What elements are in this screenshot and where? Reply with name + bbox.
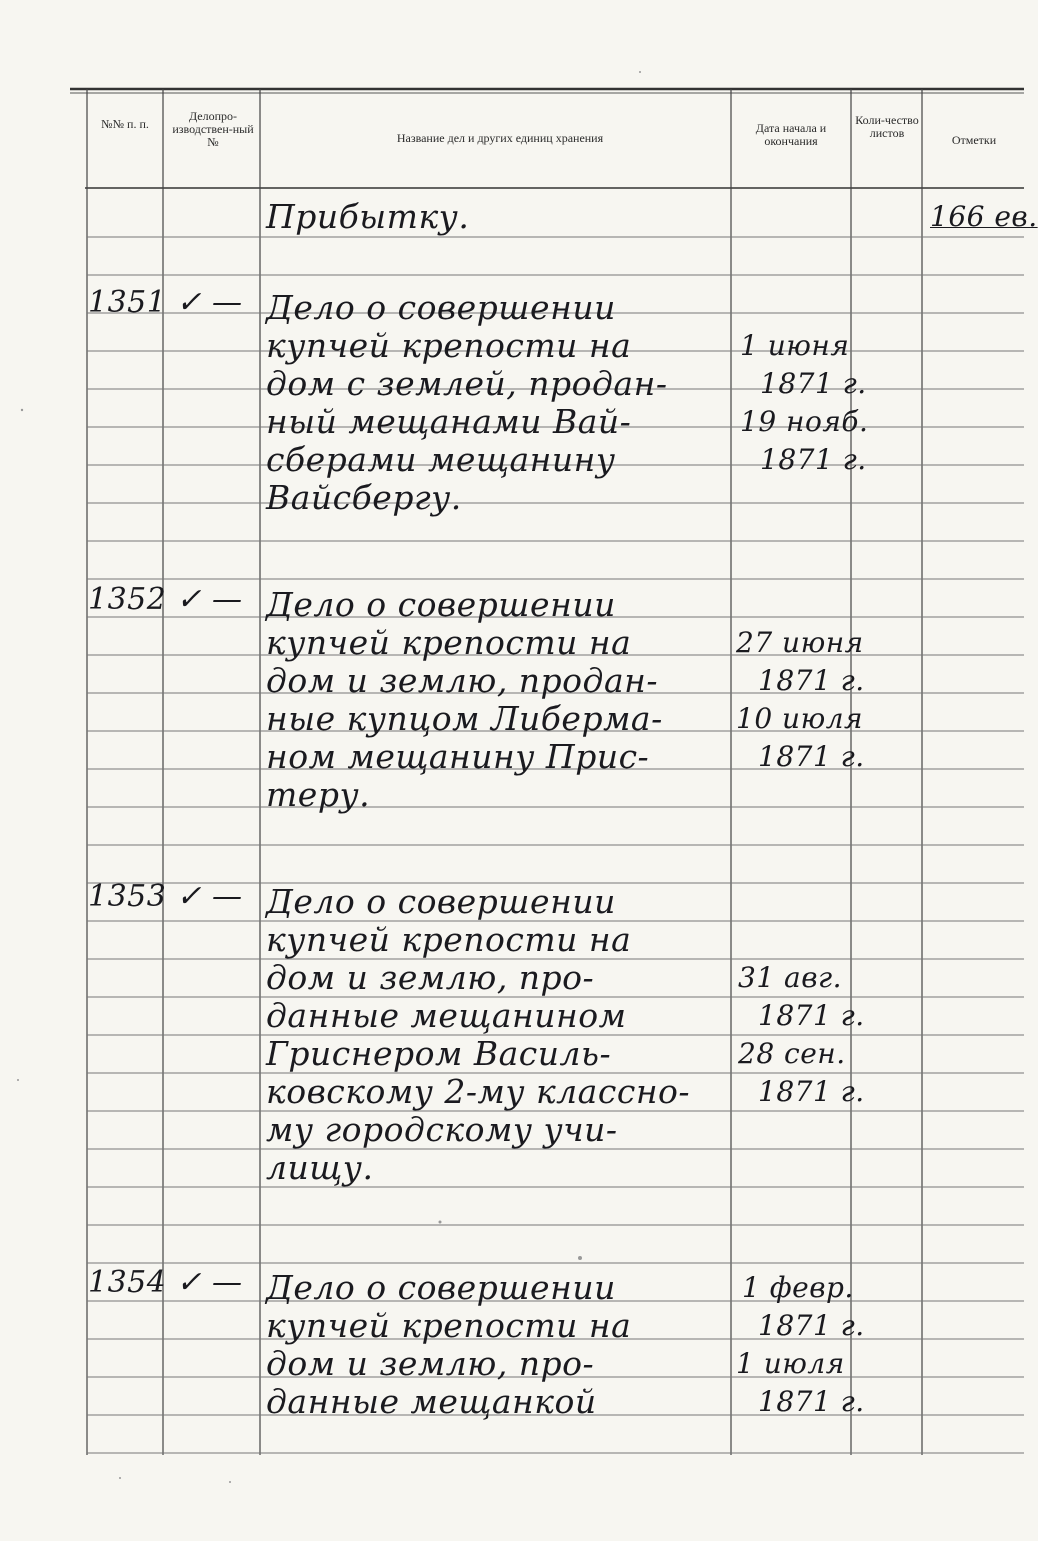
record-title-line: данные мещанином [266,996,627,1035]
header-number-column: №№ п. п. [101,117,149,131]
record-title-line: ном мещанину Прис- [266,737,650,776]
record-title-line: му городскому учи- [266,1110,618,1149]
record-date: 1871 г. [758,1385,865,1418]
record-title-line: теру. [266,775,371,814]
header-dates-column: Дата начала и окончания [755,121,827,148]
record-title-line: Гриснером Василь- [266,1034,612,1073]
record-title-line: купчей крепости на [266,623,632,662]
record-title-line: ные купцом Либерма- [266,699,663,738]
record-title-line: купчей крепости на [266,326,632,365]
header-sheet-count-column: Коли-чество листов [855,113,919,140]
record-title-line: лищу. [266,1148,374,1187]
record-date: 1871 г. [758,999,865,1032]
record-date: 1871 г. [760,367,867,400]
record-date: 1871 г. [758,1075,865,1108]
carryover-text: Прибытку. [266,197,470,236]
record-title-line: Дело о совершении [266,1268,616,1307]
record-title-line: дом и землю, продан- [266,661,659,700]
record-title-line: сберами мещанину [266,440,616,479]
record-date: 28 сен. [738,1037,846,1070]
record-number: 1352 ✓ — [88,582,243,617]
record-title-line: Вайсбергу. [266,478,462,517]
record-date: 1871 г. [758,740,865,773]
record-date: 1871 г. [760,443,867,476]
record-date: 31 авг. [738,961,843,994]
record-number: 1354 ✓ — [88,1265,243,1300]
record-title-line: данные мещанкой [266,1382,597,1421]
header-notes-column: Отметки [951,133,997,147]
record-date: 1871 г. [758,1309,865,1342]
record-title-line: дом с землей, продан- [266,364,668,403]
record-date: 27 июня [736,626,864,659]
carryover-note: 166 ев. [930,200,1038,233]
record-title-line: Дело о совершении [266,882,616,921]
record-date: 1 февр. [742,1271,854,1304]
record-title-line: Дело о совершении [266,585,616,624]
record-title-line: купчей крепости на [266,1306,632,1345]
record-number: 1351 ✓ — [88,285,243,320]
record-number: 1353 ✓ — [88,879,243,914]
record-title-line: дом и землю, про- [266,958,595,997]
record-date: 1 июля [736,1347,845,1380]
record-title-line: купчей крепости на [266,920,632,959]
header-office-number-column: Делопро-изводствен-ный № [172,109,254,149]
record-title-line: Дело о совершении [266,288,616,327]
record-date: 10 июля [736,702,864,735]
record-title-line: ный мещанами Вай- [266,402,632,441]
record-date: 19 нояб. [740,405,869,438]
record-date: 1871 г. [758,664,865,697]
record-title-line: ковскому 2-му классно- [266,1072,691,1111]
record-date: 1 июня [740,329,850,362]
record-title-line: дом и землю, про- [266,1344,595,1383]
header-title-column: Название дел и других единиц хранения [396,131,604,145]
